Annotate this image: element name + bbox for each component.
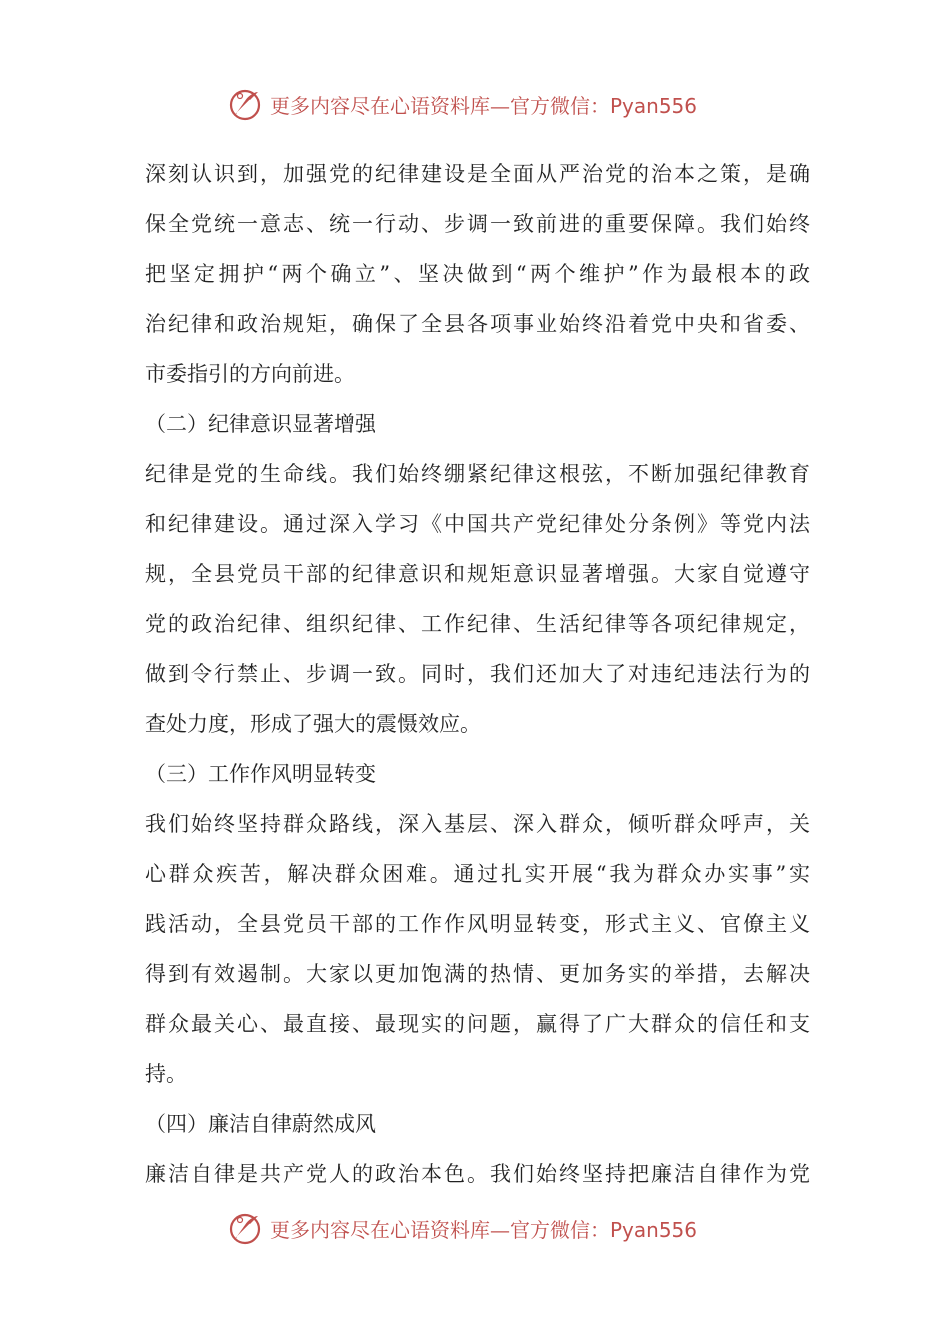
paragraph-line: 治纪律和政治规矩，确保了全县各项事业始终沿着党中央和省委、 [145,312,810,336]
paragraph-line: 我们始终坚持群众路线，深入基层、深入群众，倾听群众呼声，关 [145,812,810,836]
paragraph-line: 践活动，全县党员干部的工作作风明显转变，形式主义、官僚主义 [145,912,810,936]
paragraph-line: 心群众疾苦，解决群众困难。通过扎实开展“我为群众办实事”实 [145,862,810,886]
quill-pen-logo-icon [228,1210,264,1246]
paragraph-line: 深刻认识到，加强党的纪律建设是全面从严治党的治本之策，是确 [145,162,810,186]
paragraph-line: 把坚定拥护“两个确立”、坚决做到“两个维护”作为最根本的政 [145,262,810,286]
paragraph-line: 和纪律建设。通过深入学习《中国共产党纪律处分条例》等党内法 [145,512,810,536]
paragraph-line: 群众最关心、最直接、最现实的问题，赢得了广大群众的信任和支 [145,1012,810,1036]
paragraph-line: 查处力度，形成了强大的震慑效应。 [145,712,481,736]
quill-pen-logo-icon [228,86,264,122]
paragraph-line: 得到有效遏制。大家以更加饱满的热情、更加务实的举措，去解决 [145,962,810,986]
watermark-text: 更多内容尽在心语资料库—官方微信：Pyan556 [270,93,698,118]
paragraph-line: 持。 [145,1062,187,1086]
section-heading: （三）工作作风明显转变 [145,762,376,786]
paragraph-line: 党的政治纪律、组织纪律、工作纪律、生活纪律等各项纪律规定， [145,612,810,636]
document-body [145,149,810,1199]
section-heading: （二）纪律意识显著增强 [145,412,376,436]
footer-watermark [228,1208,697,1248]
paragraph-line: 市委指引的方向前进。 [145,362,355,386]
section-heading: （四）廉洁自律蔚然成风 [145,1112,376,1136]
paragraph-line: 规，全县党员干部的纪律意识和规矩意识显著增强。大家自觉遵守 [145,562,810,586]
watermark-text: 更多内容尽在心语资料库—官方微信：Pyan556 [270,1217,698,1242]
paragraph-line: 保全党统一意志、统一行动、步调一致前进的重要保障。我们始终 [145,212,810,236]
paragraph-line: 廉洁自律是共产党人的政治本色。我们始终坚持把廉洁自律作为党 [145,1162,810,1186]
paragraph-line: 纪律是党的生命线。我们始终绷紧纪律这根弦，不断加强纪律教育 [145,462,810,486]
paragraph-line: 做到令行禁止、步调一致。同时，我们还加大了对违纪违法行为的 [145,662,810,686]
header-watermark [228,84,697,124]
